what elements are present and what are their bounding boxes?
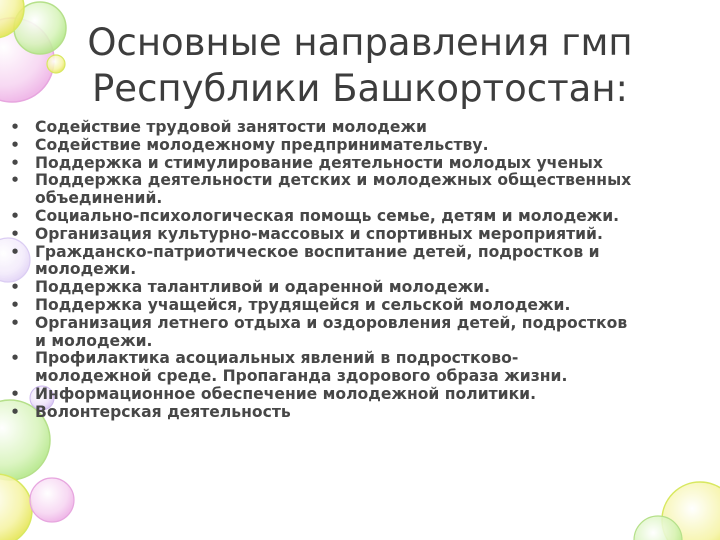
list-item-line: Организация культурно-массовых и спортивных мероприятий. [35,224,603,243]
list-item-text [35,350,714,386]
list-item-line: молодежи. [35,260,137,279]
list-item [8,119,714,137]
bullet-icon: • [10,402,20,421]
list-item-text [35,244,714,280]
list-item-text [35,386,714,404]
slide-title [60,20,660,112]
bullet-icon: • [10,224,20,243]
bullet-icon: • [10,171,20,190]
list-item [8,172,714,208]
list-item-line: Содействие молодежному предпринимательству. [35,135,489,154]
list-item [8,350,714,386]
list-item-line: Поддержка деятельности детских и молодежных общественных [35,171,632,190]
list-item [8,386,714,404]
list-item-text [35,137,714,155]
list-item [8,404,714,422]
bullet-icon: • [10,313,20,332]
list-item-line: Гражданско-патриотическое воспитание детей, подростков и [35,242,600,261]
list-item-line: Волонтерская деятельность [35,402,291,421]
bullet-icon: • [10,153,20,172]
bullet-icon: • [10,206,20,225]
list-item-line: Организация летнего отдыха и оздоровления детей, подростков [35,313,628,332]
bullet-icon: • [10,118,20,136]
list-item-text [35,208,714,226]
list-item-line: Содействие трудовой занятости молодежи [35,118,427,136]
list-item-line: Поддержка и стимулирование деятельности молодых ученых [35,153,603,172]
list-item-line: Профилактика асоциальных явлений в подростково- [35,349,519,368]
list-item-line: и молодежи. [35,331,153,350]
list-item-line: Социально-психологическая помощь семье, детям и молодежи. [35,206,620,225]
list-item-text [35,172,714,208]
list-item-text [35,404,714,422]
title-line-1: Основные направления гмп [87,21,633,64]
list-item [8,208,714,226]
list-item [8,244,714,280]
list-item [8,226,714,244]
bullet-icon: • [10,135,20,154]
list-item-line: молодежной среде. Пропаганда здорового образа жизни. [35,367,568,386]
list-item-text [35,226,714,244]
bubble-pink [30,478,74,522]
title-line-2: Республики Башкортостан: [92,67,628,110]
bullet-icon: • [10,278,20,297]
list-item-line: Информационное обеспечение молодежной политики. [35,384,537,403]
list-item-text [35,315,714,351]
list-item [8,315,714,351]
list-item [8,279,714,297]
bullet-icon: • [10,242,20,261]
directions-list [8,119,714,422]
bullet-icon: • [10,349,20,368]
list-item-text [35,297,714,315]
list-item-line: Поддержка талантливой и одаренной молодежи. [35,278,491,297]
list-item-line: объединений. [35,189,163,208]
bullet-icon: • [10,384,20,403]
list-item [8,155,714,173]
list-item-text [35,155,714,173]
bullet-icon: • [10,295,20,314]
bubble-yellow [0,474,32,540]
list-item-text [35,279,714,297]
list-item [8,297,714,315]
list-item-line: Поддержка учащейся, трудящейся и сельской молодежи. [35,295,571,314]
list-item [8,137,714,155]
list-item-text [35,119,714,137]
